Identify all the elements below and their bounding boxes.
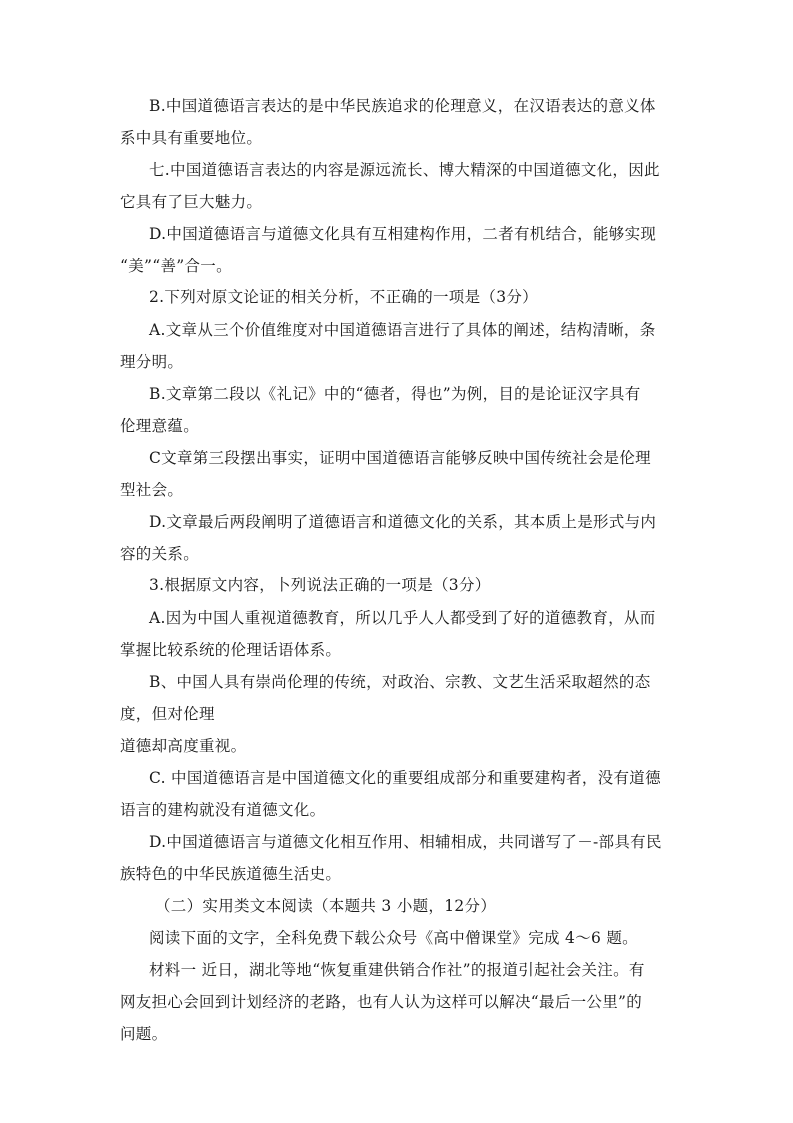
- section-heading: （二）实用类文本阅读（本题共 3 小题，12分）: [155, 897, 497, 915]
- q3-option-c-line-1: C. 中国道德语言是中国道德文化的重要组成部分和重要建构者，没有道德: [149, 769, 661, 787]
- q3-option-d-line-1: D.中国道德语言与道德文化相互作用、相辅相成，共同谱写了－-部具有民: [149, 833, 662, 851]
- reading-instruction: 阅读下面的文字，全科免费下载公众号《高中僧课堂》完成 4～6 题。: [149, 929, 638, 947]
- q2-option-d-line-2: 容的关系。: [120, 545, 200, 563]
- q2-option-a-line-2: 理分明。: [120, 353, 184, 371]
- option-b-line-2: 系中具有重要地位。: [120, 129, 263, 147]
- q3-option-b-line-3: 道德却高度重视。: [120, 737, 247, 755]
- option-d-line-1: D.中国道德语言与道德文化具有互相建构作用，二者有机结合，能够实现: [149, 225, 657, 243]
- question-3-stem: 3.根据原文内容，卜列说法正确的一项是（3分）: [149, 576, 491, 594]
- option-c-line-1: 七.中国道德语言表达的内容是源远流长、博大精深的中国道德文化，因此: [149, 161, 660, 179]
- q3-option-d-line-2: 族特色的中华民族道德生活史。: [120, 865, 342, 883]
- q3-option-c-line-2: 语言的建构就没有道德文化。: [120, 801, 326, 819]
- q3-option-a-line-1: A.因为中国人重视道德教育，所以几乎人人都受到了好的道德教育，从而: [149, 609, 656, 627]
- q2-option-c-line-2: 型社会。: [120, 481, 184, 499]
- q2-option-d-line-1: D.文章最后两段阐明了道德语言和道德文化的关系，其本质上是形式与内: [149, 513, 657, 531]
- option-c-line-2: 它具有了巨大魅力。: [120, 193, 263, 211]
- q3-option-b-line-1: B、中国人具有崇尚伦理的传统，对政治、宗教、文艺生活采取超然的态: [149, 673, 651, 691]
- q3-option-b-line-2: 度，但对伦理: [120, 705, 215, 723]
- option-b-line-1: B.中国道德语言表达的是中华民族追求的伦理意义，在汉语表达的意义体: [149, 97, 656, 115]
- q2-option-b-line-1: B.文章第二段以《礼记》中的“德者，得也”为例，目的是论证汉字具有: [149, 385, 641, 403]
- q2-option-a-line-1: A.文章从三个价值维度对中国道德语言进行了具体的阐述，结构清晰，条: [149, 321, 656, 339]
- material-1-line-2: 网友担心会回到计划经济的老路，也有人认为这样可以解决“最后一公里”的: [120, 993, 643, 1011]
- option-d-line-2: “美”“善”合一。: [120, 257, 232, 275]
- q2-option-b-line-2: 伦理意蕴。: [120, 417, 200, 435]
- material-1-line-1: 材料一 近日，湖北等地“恢复重建供销合作社”的报道引起社会关注。有: [149, 961, 645, 979]
- material-1-line-3: 问题。: [120, 1025, 168, 1043]
- question-2-stem: 2.下列对原文论证的相关分析，不正确的一项是（3分）: [149, 288, 538, 306]
- q3-option-a-line-2: 掌握比较系统的伦理话语体系。: [120, 641, 342, 659]
- q2-option-c-line-1: C文章第三段摆出事实，证明中国道德语言能够反映中国传统社会是伦理: [149, 449, 651, 467]
